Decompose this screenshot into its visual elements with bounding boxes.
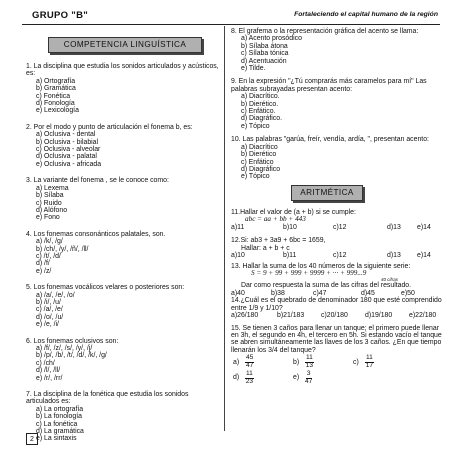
answer-option: b)21/183: [277, 312, 305, 320]
answer-option: d)45: [361, 289, 375, 297]
denominator: 13: [305, 361, 314, 369]
answer-option: a) Diacrítico.: [241, 93, 280, 101]
question-stem: 9. En la expresión "¿Tú comprarás más caramelos para mí" Las palabras subrayadas presentan acento:: [231, 78, 427, 93]
answer-option: a) Ortografía: [36, 77, 76, 85]
answer-option: c)20/180: [321, 312, 348, 320]
answer-option: d) Fonología: [36, 100, 75, 108]
denominator: 47: [305, 377, 313, 385]
answer-option: b) La fonología: [36, 413, 82, 421]
answer-option: a)10: [231, 252, 245, 260]
answer-option: d) Oclusiva - palatal: [36, 153, 97, 161]
answer-option: b) Sílaba átona: [241, 42, 288, 50]
answer-option: e)14: [417, 252, 431, 260]
answer-option: c) /t/, /d/: [36, 252, 61, 260]
question: [231, 136, 445, 180]
question: [26, 124, 222, 168]
fraction: [365, 355, 374, 370]
numerator: 3: [306, 369, 311, 377]
answer-option: d) Diagráfico.: [241, 115, 282, 123]
column-divider: [224, 26, 225, 431]
formula: S = 9 + 99 + 999 + 9999 + ··· + 999...9: [251, 269, 367, 278]
answer-option: e)22/180: [409, 312, 437, 320]
answer-option: a) Lexema: [36, 184, 69, 192]
answer-option: c) /ch/: [36, 359, 55, 367]
question: [26, 338, 222, 382]
question: [26, 284, 222, 328]
answer-option: a) /f/, /z/, /s/, /y/, /j/: [36, 345, 93, 352]
question-stem: 8. El grafema o la representación gráfica del acento se llama:: [231, 28, 419, 35]
answer-option: b) Dierético: [241, 151, 277, 159]
numerator: 11: [306, 354, 313, 362]
answer-option: c) Fonética: [36, 92, 71, 100]
question-stem: 3. La variante del fonema , se le conoce como:: [26, 177, 169, 185]
answer-option: c) La fonética: [36, 420, 78, 428]
answer-row: [231, 290, 445, 297]
answer-option: b) /i/, /u/: [36, 298, 61, 306]
left-questions: [26, 63, 222, 443]
right-questions: [231, 28, 445, 181]
question-stem: 6. Los fonemas oclusivos son:: [26, 337, 119, 345]
option-letter: a): [233, 358, 240, 366]
answer-option: b)11: [283, 252, 297, 260]
fraction: [305, 371, 312, 386]
left-column: [26, 35, 222, 443]
fraction-option: [233, 355, 293, 370]
answer-option: e) La sintaxis: [36, 435, 77, 443]
answer-option: b) Gramática: [36, 85, 76, 93]
fraction-answers: [231, 355, 445, 385]
fraction-option: [293, 371, 353, 386]
answer-option: a) Acento prosódico: [241, 35, 302, 43]
fraction: [245, 355, 254, 370]
question-stem: 12.Si: ab3 + 3a9 + 6bc = 1659,: [231, 237, 326, 245]
answer-option: e) Lexicología: [36, 107, 79, 115]
option-letter: d): [233, 374, 240, 382]
denominator: 47: [246, 361, 254, 369]
answer-option: a) La ortografía: [36, 405, 84, 413]
answer-option: b) Oclusiva - bilabial: [36, 138, 99, 146]
answer-option: c) Enfático: [241, 158, 274, 166]
answer-option: d) Acentuación: [241, 57, 287, 65]
answer-option: d)13: [387, 252, 401, 260]
answer-option: c) Enfático.: [241, 108, 276, 116]
question-stem: 10. Las palabras "garúa, freír, vendía, ardía, ", presentan acento:: [231, 136, 429, 144]
question-stem: 15. Se tienen 3 caños para llenar un tanque; el primero puede llenar en 3h, el segundo en 4h, el tercero en 5h. Si estando vacío el tanque se abren simultáneamente las llaves de los 3 caños. ¿En que tiempo llenarán los 3/4 del tanque?: [231, 324, 442, 354]
answer-option: b) Dierético.: [241, 100, 279, 108]
question-11: [231, 209, 445, 231]
answer-option: d)13: [387, 223, 401, 231]
question: [26, 231, 222, 275]
numerator: 11: [366, 354, 373, 362]
fraction-row: [233, 355, 445, 370]
answer-option: c) Ruido: [36, 199, 62, 207]
answer-option: b) /ch/, /y/, /ñ/, /ll/: [36, 245, 89, 253]
answer-option: c)12: [333, 252, 347, 260]
question: [26, 177, 222, 221]
answer-row: [231, 312, 445, 319]
answer-option: d) Alófono: [36, 206, 68, 214]
answer-row: [231, 252, 445, 259]
section-banner-aritmetica: ARITMÉTICA: [291, 185, 363, 201]
section-banner-linguistica: COMPETENCIA LINGUÍSTICA: [48, 37, 202, 53]
option-letter: c): [353, 358, 359, 366]
question: [231, 78, 445, 130]
answer-option: e)14: [417, 223, 431, 231]
fraction-row: [233, 371, 445, 386]
formula-subscript: 40 cifras: [381, 277, 399, 283]
answer-option: e) Tópico: [241, 173, 270, 181]
answer-row: [231, 224, 445, 231]
answer-option: e) Fono: [36, 214, 60, 222]
answer-option: a) Diacrítico: [241, 143, 278, 151]
answer-option: b) /p/, /b/, /t/, /d/, /k/, /g/: [36, 352, 107, 360]
question-stem: 13. Hallar la suma de los 40 números de la siguiente serie:: [231, 262, 411, 270]
numerator: 11: [246, 369, 253, 377]
question: [26, 391, 222, 443]
answer-option: b) Sílaba: [36, 192, 64, 200]
question: [26, 63, 222, 115]
page-number: 2: [26, 433, 38, 445]
answer-option: d) Diagráfico: [241, 165, 281, 173]
question-stem-b: Dar como respuesta la suma de las cifras del resultado.: [241, 282, 412, 290]
answer-option: d) /l/, /ll/: [36, 367, 61, 375]
answer-option: a) /k/, /g/: [36, 238, 63, 246]
answer-option: b)38: [271, 289, 285, 297]
answer-option: c) Oclusiva - alveolar: [36, 146, 101, 154]
answer-option: a)11: [231, 223, 245, 231]
fraction-option: [233, 371, 293, 386]
answer-option: c) Sílaba tónica: [241, 50, 289, 58]
answer-option: c)47: [313, 289, 327, 297]
question-stem: 14.¿Cuál es el quebrado de denominador 180 que esté comprendido entre 1/9 y 1/10?: [231, 297, 442, 312]
numerator: 45: [246, 354, 254, 362]
fraction: [305, 355, 314, 370]
question-12: [231, 237, 445, 259]
group-title: GRUPO "B": [32, 10, 89, 21]
answer-option: d)19/180: [365, 312, 393, 320]
answer-option: d) /f/: [36, 260, 50, 268]
question-stem: 2. Por el modo y punto de articulación el fonema b, es:: [26, 123, 193, 131]
answer-option: e) /r/, /rr/: [36, 374, 63, 382]
question-13: [231, 263, 445, 298]
question-stem-b: Hallar: a + b + c: [241, 244, 290, 252]
right-column: [231, 28, 445, 385]
question-stem: 11.Hallar el valor de (a + b) si se cumple:: [231, 208, 356, 216]
answer-option: b)10: [283, 223, 297, 231]
answer-option: d) /o/, /u/: [36, 313, 64, 321]
answer-option: e) Tilde.: [241, 65, 266, 73]
answer-option: a) /a/, /e/, /o/: [36, 291, 75, 299]
answer-option: e) Tópico: [241, 122, 270, 130]
option-letter: b): [293, 358, 300, 366]
answer-option: e) Oclusiva - africada: [36, 160, 102, 168]
question-stem: 1. La disciplina que estudia los sonidos articulados y acústicos, es:: [26, 63, 219, 78]
question: [231, 28, 445, 72]
option-letter: e): [293, 374, 300, 382]
fraction-option: [353, 355, 413, 370]
fraction: [245, 371, 254, 386]
question-15: [231, 325, 445, 386]
fraction-option: [293, 355, 353, 370]
question-stem: 4. Los fonemas consonánticos palatales, son.: [26, 230, 166, 238]
denominator: 23: [245, 377, 254, 385]
answer-option: e)50: [401, 289, 415, 297]
question-14: [231, 297, 445, 319]
motto: Fortaleciendo el capital humano de la región: [294, 11, 438, 18]
answer-option: a) Oclusiva - dental: [36, 131, 96, 139]
answer-option: e) /e, /i/: [36, 321, 59, 329]
answer-option: a)26/180: [231, 312, 259, 320]
formula: abc = aa + bb + 443: [245, 215, 306, 224]
answer-option: c) /a/, /e/: [36, 306, 63, 314]
answer-option: a)40: [231, 289, 245, 297]
denominator: 17: [365, 361, 374, 369]
question-stem: 5. Los fonemas vocálicos velares o posteriores son:: [26, 284, 185, 292]
answer-option: d) La gramática: [36, 428, 84, 436]
answer-option: c)12: [333, 223, 347, 231]
answer-option: e) /z/: [36, 267, 52, 275]
question-stem: 7. La disciplina de la fonética que estudia los sonidos articulados es:: [26, 391, 189, 406]
page-header: [22, 10, 440, 25]
